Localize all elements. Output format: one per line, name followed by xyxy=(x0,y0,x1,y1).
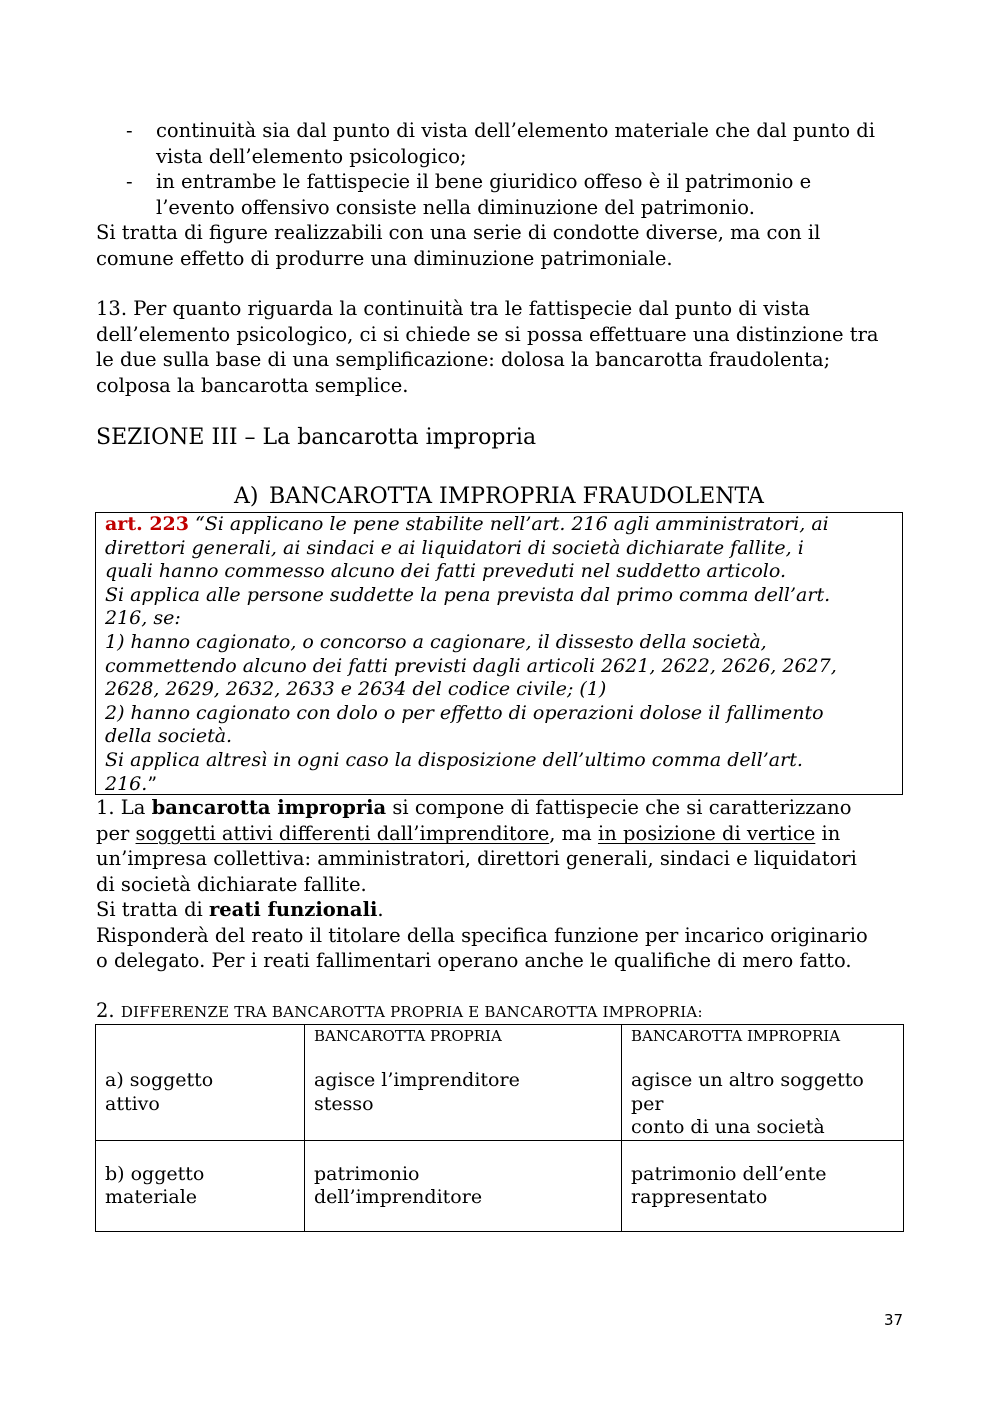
section-title: SEZIONE III – La bancarotta impropria xyxy=(96,425,537,450)
bullet-text-line: in entrambe le fattispecie il bene giuridico offeso è il patrimonio e xyxy=(156,170,812,193)
paragraph-line: dell’elemento psicologico, ci si chiede se si possa effettuare una distinzione tra xyxy=(96,322,879,346)
subsection-letter: A) xyxy=(234,484,259,509)
column-header: BANCAROTTA PROPRIA xyxy=(314,1027,502,1045)
paragraph-line: Risponderà del reato il titolare della specifica funzione per incarico originario xyxy=(96,923,868,947)
text-run: si compone di fattispecie che si caratterizzano xyxy=(386,796,852,819)
caption-title: DIFFERENZE TRA BANCAROTTA PROPRIA E BANCAROTTA IMPROPRIA: xyxy=(120,1003,703,1021)
law-article-box xyxy=(95,512,903,795)
cell-text-line: patrimonio dell’ente xyxy=(631,1162,827,1185)
bullet-dash: - xyxy=(126,119,133,142)
row-label-line: b) oggetto xyxy=(105,1162,205,1185)
law-text-line: 2) hanno cagionato con dolo o per effetto di operazioni dolose il fallimento xyxy=(105,701,824,724)
paragraph-line xyxy=(96,821,840,847)
text-run: per xyxy=(96,821,136,845)
bullet-text-line: l’evento offensivo consiste nella diminuzione del patrimonio. xyxy=(156,195,755,219)
table-cell xyxy=(305,1025,622,1141)
bold-term: reati funzionali xyxy=(209,898,378,921)
table-cell xyxy=(622,1140,904,1231)
paragraph-line xyxy=(96,897,384,923)
law-text-line: Si applica alle persone suddette la pena prevista dal primo comma dell’art. xyxy=(105,583,831,606)
paragraph-line: di società dichiarate fallite. xyxy=(96,872,367,896)
closing-quote: ” xyxy=(147,772,158,795)
paragraph-line: Si tratta di figure realizzabili con una serie di condotte diverse, ma con il xyxy=(96,221,821,244)
subsection-title xyxy=(234,483,764,511)
paragraph-line: le due sulla base di una semplificazione: dolosa la bancarotta fraudolenta; xyxy=(96,348,831,371)
law-article-text xyxy=(105,513,837,796)
subsection-title-text: BANCAROTTA IMPROPRIA FRAUDOLENTA xyxy=(269,484,764,509)
bullet-text-line: continuità sia dal punto di vista dell’elemento materiale che dal punto di xyxy=(156,119,876,142)
text-run: , ma xyxy=(549,821,598,845)
cell-text-line: agisce l’imprenditore xyxy=(314,1069,520,1091)
article-label: art. 223 xyxy=(105,513,189,535)
paragraph-line: comune effetto di produrre una diminuzione patrimoniale. xyxy=(96,246,673,270)
paragraph-line: 13. Per quanto riguarda la continuità tra le fattispecie dal punto di vista xyxy=(96,297,810,320)
law-text-line: 216, se: xyxy=(105,607,181,630)
text-run: Si tratta di xyxy=(96,898,209,921)
bold-term: bancarotta impropria xyxy=(151,796,387,819)
bullet-text-line: vista dell’elemento psicologico; xyxy=(156,144,467,168)
law-text-line: “Si applicano le pene stabilite nell’art. 216 agli amministratori, ai xyxy=(189,513,829,535)
text-run: in xyxy=(815,821,841,845)
law-text-line: quali hanno commesso alcuno dei fatti preveduti nel suddetto articolo. xyxy=(105,560,786,583)
paragraph-line xyxy=(96,795,851,821)
law-text-line: commettendo alcuno dei fatti previsti dagli articoli 2621, 2622, 2626, 2627, xyxy=(105,654,837,677)
row-label-line: materiale xyxy=(105,1186,198,1208)
law-text-line: della società. xyxy=(105,725,233,748)
cell-text-line: rappresentato xyxy=(631,1186,768,1208)
cell-text-line: patrimonio xyxy=(314,1162,420,1185)
comparison-table xyxy=(95,1024,904,1232)
cell-text-line: conto di una società xyxy=(631,1116,825,1138)
table-cell xyxy=(305,1140,622,1231)
paragraph-line: colposa la bancarotta semplice. xyxy=(96,373,409,397)
table-row xyxy=(96,1140,904,1231)
table-cell xyxy=(96,1140,305,1231)
cell-text-line: agisce un altro soggetto per xyxy=(631,1069,864,1115)
underlined-term: in posizione di vertice xyxy=(597,821,816,845)
row-label-line: a) soggetto xyxy=(105,1069,214,1091)
paragraph-line: o delegato. Per i reati fallimentari operano anche le qualifiche di mero fatto. xyxy=(96,949,852,972)
page-number: 37 xyxy=(884,1311,904,1329)
law-text-line: 216. xyxy=(105,772,148,795)
law-text-line: direttori generali, ai sindaci e ai liquidatori di società dichiarate fallite, i xyxy=(105,536,804,559)
cell-text-line: stesso xyxy=(314,1092,374,1115)
bullet-dash: - xyxy=(126,170,133,193)
law-text-line: 1) hanno cagionato, o concorso a cagionare, il dissesto della società, xyxy=(105,630,767,653)
table-row xyxy=(96,1025,904,1141)
table-caption xyxy=(96,998,703,1026)
text-run: . xyxy=(377,898,384,921)
row-label-line: attivo xyxy=(105,1092,160,1115)
law-text-line: 2628, 2629, 2632, 2633 e 2634 del codice civile; (1) xyxy=(105,678,607,701)
table-cell xyxy=(622,1025,904,1141)
text-run: 1. La xyxy=(96,796,152,819)
caption-number: 2. xyxy=(96,999,121,1022)
paragraph-line: un’impresa collettiva: amministratori, direttori generali, sindaci e liquidatori xyxy=(96,847,857,870)
underlined-term: soggetti attivi differenti dall’imprenditore xyxy=(135,821,550,845)
law-text-line: Si applica altresì in ogni caso la disposizione dell’ultimo comma dell’art. xyxy=(105,748,803,771)
cell-text-line: dell’imprenditore xyxy=(314,1186,483,1208)
table-cell xyxy=(96,1025,305,1141)
column-header: BANCAROTTA IMPROPRIA xyxy=(631,1027,841,1045)
